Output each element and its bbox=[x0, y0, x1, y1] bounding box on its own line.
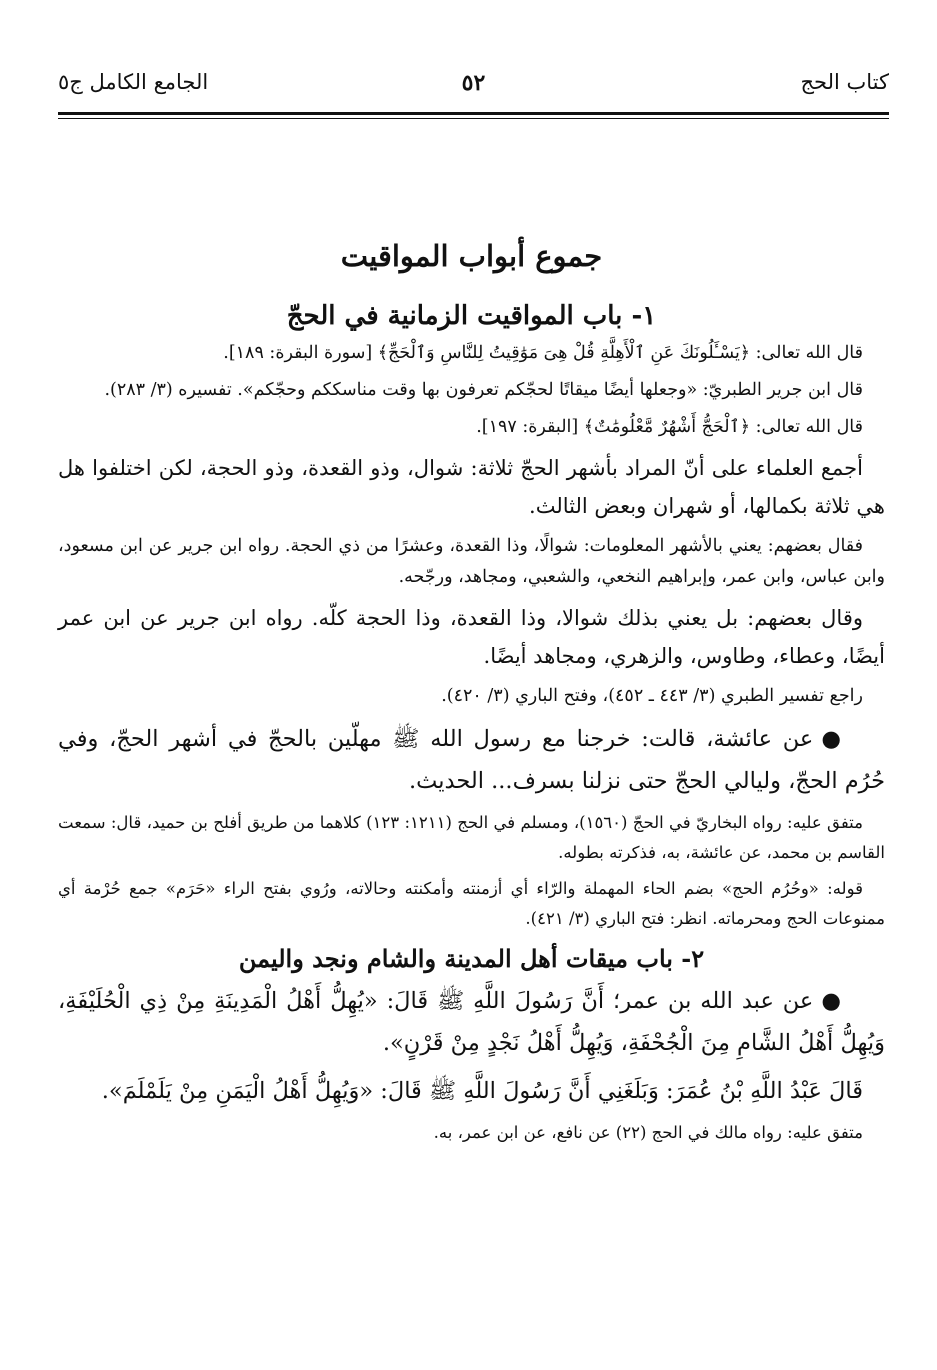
hadith-aisha bbox=[58, 718, 885, 802]
header-volume: الجامع الكامل ج٥ bbox=[58, 70, 209, 94]
takhrij-note-2: متفق عليه: رواه مالك في الحج (٢٢) عن نافع، عن ابن عمر، به. bbox=[433, 1123, 863, 1142]
header-rule-thin bbox=[58, 118, 889, 119]
quran-quote-2: قال الله تعالى: ﴿ٱلْحَجُّ أَشْهُرٌ مَّعْلُومَٰتٌ﴾ [البقرة: ١٩٧]. bbox=[476, 417, 863, 437]
section-heading-1: ١- باب المواقيت الزمانية في الحجّ bbox=[286, 301, 657, 331]
explanation-note: قوله: «وحُرُم الحج» بضم الحاء المهملة والرّاء أي أزمنته وأمكنته وحالاته، ورُوي بفتح الراء «حَرَم» جمع حُرْمة أي ممنوعات الحج ومحرماته. انظر: فتح الباري (٣/ ٤٢١). bbox=[58, 879, 885, 928]
hadith-ibn-umar-text: عن عبد الله بن عمر؛ أَنَّ رَسُولَ اللَّهِ ﷺ قَالَ: «يُهِلُّ أَهْلُ الْمَدِينَةِ مِنْ ذِي الْحُلَيْفَةِ، وَيُهِلُّ أَهْلُ الشَّامِ مِنَ الْجُحْفَةِ، وَيُهِلُّ أَهْلُ نَجْدٍ مِنْ قَرْنٍ». bbox=[58, 988, 885, 1056]
takhrij-note-1: متفق عليه: رواه البخاريّ في الحجّ (١٥٦٠)، ومسلم في الحج (١٢١١: ١٢٣) كلاهما من طريق أفلح بن حميد، قال: سمعت القاسم بن محمد، عن عائشة، به، فذكرته بطوله. bbox=[58, 813, 885, 862]
hadith-ibn-umar-cont: قَالَ عَبْدُ اللَّهِ بْنُ عُمَرَ: وَبَلَغَنِي أَنَّ رَسُولَ اللَّهِ ﷺ قَالَ: «وَيُهِلُّ أَهْلُ الْيَمَنِ مِنْ يَلَمْلَمَ». bbox=[101, 1078, 863, 1104]
hadith-aisha-text: عن عائشة، قالت: خرجنا مع رسول الله ﷺ مهلّين بالحجّ في أشهر الحجّ، وفي حُرُم الحجّ، وليالي الحجّ حتى نزلنا بسرف... الحديث. bbox=[58, 726, 885, 794]
quran-quote-1: قال الله تعالى: ﴿يَسْـَٔلُونَكَ عَنِ ٱلْأَهِلَّةِ قُلْ هِىَ مَوَٰقِيتُ لِلنَّاسِ وَٱلْحَجِّ﴾ [سورة البقرة: ١٨٩]. bbox=[223, 343, 863, 363]
chapter-title: جموع أبواب المواقيت bbox=[340, 239, 603, 273]
opinion-1: فقال بعضهم: يعني بالأشهر المعلومات: شوالًا، وذا القعدة، وعشرًا من ذي الحجة. رواه ابن جرير عن ابن مسعود، وابن عباس، وابن عمر، وإبراهيم النخعي، والشعبي، ومجاهد، ورجّحه. bbox=[58, 536, 885, 587]
header-rule-thick bbox=[58, 112, 889, 115]
bullet-icon: ● bbox=[821, 988, 841, 1014]
page-body bbox=[58, 232, 885, 1154]
opinion-2: وقال بعضهم: بل يعني بذلك شوالا، وذا القعدة، وذا الحجة كلّه. رواه ابن جرير عن ابن عمر أيضًا، وعطاء، وطاوس، والزهري، ومجاهد أيضًا. bbox=[58, 606, 885, 668]
hadith-ibn-umar bbox=[58, 980, 885, 1064]
tabari-quote: قال ابن جرير الطبريّ: «وجعلها أيضًا ميقاتًا لحجّكم تعرفون بها وقت مناسككم وحجّكم». تفسيره (٣/ ٢٨٣). bbox=[104, 380, 863, 400]
bullet-icon: ● bbox=[821, 726, 841, 752]
section-heading-2: ٢- باب ميقات أهل المدينة والشام ونجد واليمن bbox=[238, 944, 705, 973]
references: راجع تفسير الطبري (٣/ ٤٤٣ ـ ٤٥٢)، وفتح الباري (٣/ ٤٢٠). bbox=[441, 686, 863, 706]
header-book-title: كتاب الحج bbox=[800, 70, 889, 94]
scholars-consensus: أجمع العلماء على أنّ المراد بأشهر الحجّ ثلاثة: شوال، وذو القعدة، وذو الحجة، لكن اختلفوا هل هي ثلاثة بكمالها، أو شهران وبعض الثالث. bbox=[58, 456, 885, 518]
page-number: ٥٢ bbox=[461, 70, 486, 96]
running-header bbox=[58, 62, 889, 102]
